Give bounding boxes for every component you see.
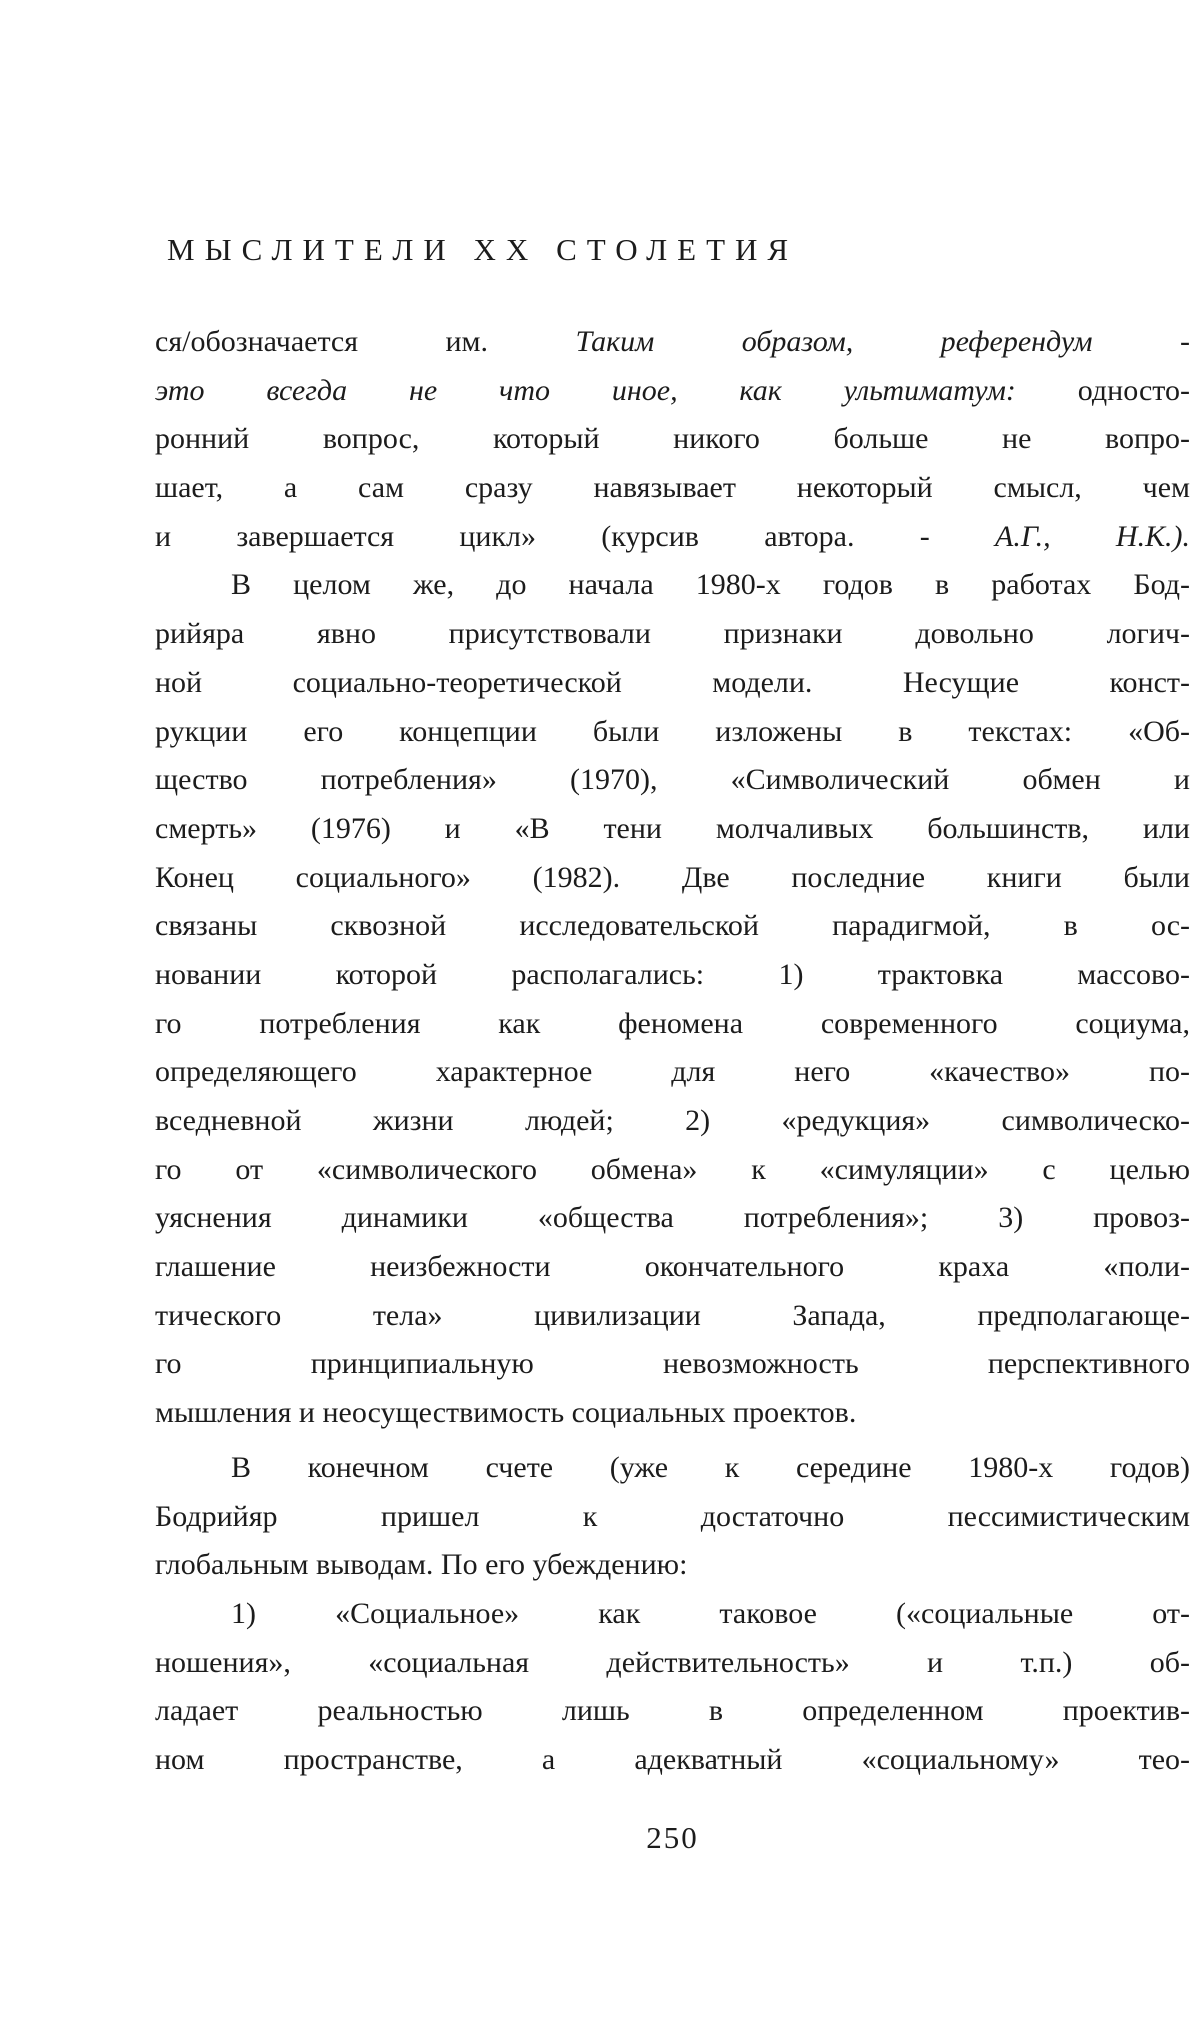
text-line: определяющего характерное для него «качество» по- [155, 1055, 1190, 1089]
page-number: 250 [646, 1820, 699, 1855]
text-line: и завершается цикл» (курсив автора. - А.Г., Н.К.). [155, 519, 1190, 553]
running-head: МЫСЛИТЕЛИ ХХ СТОЛЕТИЯ [167, 232, 799, 267]
text-line: ронний вопрос, который никого больше не вопро- [155, 422, 1190, 456]
text-line: Бодрийяр пришел к достаточно пессимистическим [155, 1499, 1190, 1533]
text-line: смерть» (1976) и «В тени молчаливых большинств, или [155, 811, 1190, 845]
text-line: вседневной жизни людей; 2) «редукция» символическо- [155, 1104, 1190, 1137]
paragraph-start-line: 1) «Социальное» как таковое («социальные от- [231, 1596, 1190, 1630]
text-line: шает, а сам сразу навязывает некоторый смысл, чем [155, 471, 1190, 505]
text-line: ся/обозначается им. Таким образом, референдум - [155, 325, 1190, 358]
text-line: рукции его концепции были изложены в текстах: «Об- [155, 714, 1190, 748]
text-line: глобальным выводам. По его убеждению: [155, 1548, 688, 1582]
text-line: го потребления как феномена современного социума, [155, 1006, 1190, 1040]
text-line: ной социально-теоретической модели. Несущие конст- [155, 665, 1190, 699]
body-text [155, 318, 1190, 1785]
paragraph-start-line: В конечном счете (уже к середине 1980-х годов) [231, 1450, 1190, 1484]
text-line: го от «символического обмена» к «симуляции» с целью [155, 1152, 1190, 1186]
text-line: го принципиальную невозможность перспективного [155, 1347, 1190, 1381]
text-line: щество потребления» (1970), «Символический обмен и [155, 763, 1190, 797]
text-line: ном пространстве, а адекватный «социальному» тео- [155, 1742, 1190, 1776]
text-line: ношения», «социальная действительность» и т.п.) об- [155, 1645, 1190, 1679]
text-line: Конец социального» (1982). Две последние книги были [155, 860, 1190, 894]
text-line: новании которой располагались: 1) трактовка массово- [155, 957, 1190, 991]
text-line: рийяра явно присутствовали признаки довольно логич- [155, 617, 1190, 651]
text-line: это всегда не что иное, как ультиматум: односто- [155, 373, 1190, 407]
paragraph-start-line: В целом же, до начала 1980-х годов в работах Бод- [231, 568, 1190, 602]
book-page [155, 0, 1190, 2038]
text-line: тического тела» цивилизации Запада, предполагающе- [155, 1298, 1190, 1332]
text-line: ладает реальностью лишь в определенном проектив- [155, 1694, 1190, 1728]
text-line: мышления и неосуществимость социальных проектов. [155, 1396, 857, 1430]
text-line: глашение неизбежности окончательного краха «поли- [155, 1250, 1190, 1284]
text-line: уяснения динамики «общества потребления»; 3) провоз- [155, 1201, 1190, 1235]
text-line: связаны сквозной исследовательской парадигмой, в ос- [155, 909, 1190, 943]
